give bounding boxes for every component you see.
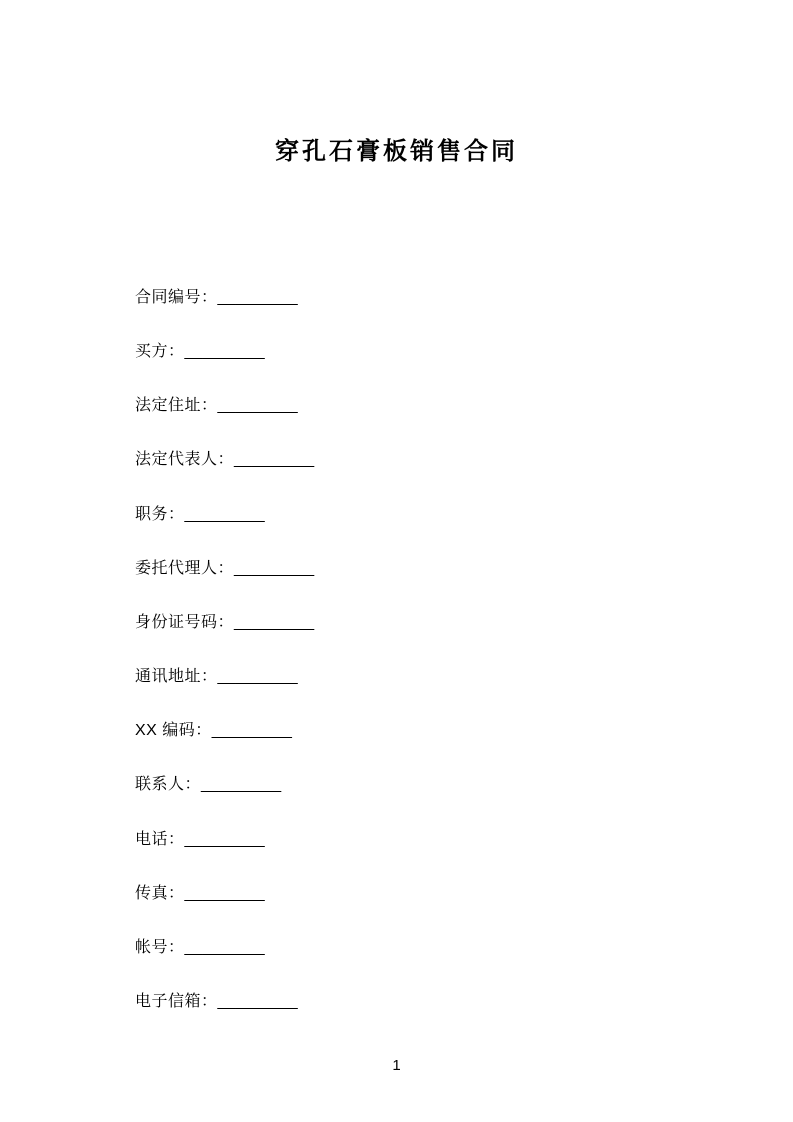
field-blank-line: _________ [184, 939, 265, 957]
field-row [135, 559, 793, 578]
field-blank-line: _________ [217, 668, 298, 686]
field-blank-line: _________ [217, 397, 298, 415]
field-label: 职务： [135, 505, 185, 523]
field-label: 电话： [135, 830, 185, 848]
field-label: 合同编号： [135, 288, 218, 306]
field-row [135, 505, 793, 524]
field-blank-line: _________ [211, 722, 292, 740]
field-label: 法定代表人： [135, 451, 235, 469]
field-row [135, 830, 793, 849]
field-row [135, 396, 793, 415]
field-row [135, 667, 793, 686]
field-blank-line: _________ [217, 993, 298, 1011]
field-blank-line: _________ [184, 505, 265, 523]
fields-list [0, 288, 793, 1012]
field-blank-line: _________ [184, 830, 265, 848]
field-label: 传真： [135, 884, 185, 902]
field-row [135, 342, 793, 361]
page-number: 1 [392, 1057, 401, 1074]
field-row [135, 613, 793, 632]
field-blank-line: _________ [184, 342, 265, 360]
field-label: XX 编码： [135, 722, 212, 740]
field-blank-line: _________ [184, 884, 265, 902]
field-row [135, 450, 793, 469]
field-label: 委托代理人： [135, 559, 235, 577]
field-row [135, 938, 793, 957]
field-label: 通讯地址： [135, 668, 218, 686]
field-blank-line: _________ [234, 451, 315, 469]
field-blank-line: _________ [217, 288, 298, 306]
field-blank-line: _________ [201, 776, 282, 794]
field-row [135, 775, 793, 794]
field-row [135, 884, 793, 903]
field-label: 身份证号码： [135, 613, 235, 631]
field-row [135, 288, 793, 307]
field-row [135, 721, 793, 740]
field-label: 法定住址： [135, 397, 218, 415]
field-blank-line: _________ [234, 559, 315, 577]
field-label: 联系人： [135, 776, 202, 794]
document-title: 穿孔石膏板销售合同 [275, 138, 518, 165]
field-blank-line: _________ [234, 613, 315, 631]
field-label: 电子信箱： [135, 993, 218, 1011]
field-row [135, 992, 793, 1011]
field-label: 买方： [135, 342, 185, 360]
field-label: 帐号： [135, 939, 185, 957]
